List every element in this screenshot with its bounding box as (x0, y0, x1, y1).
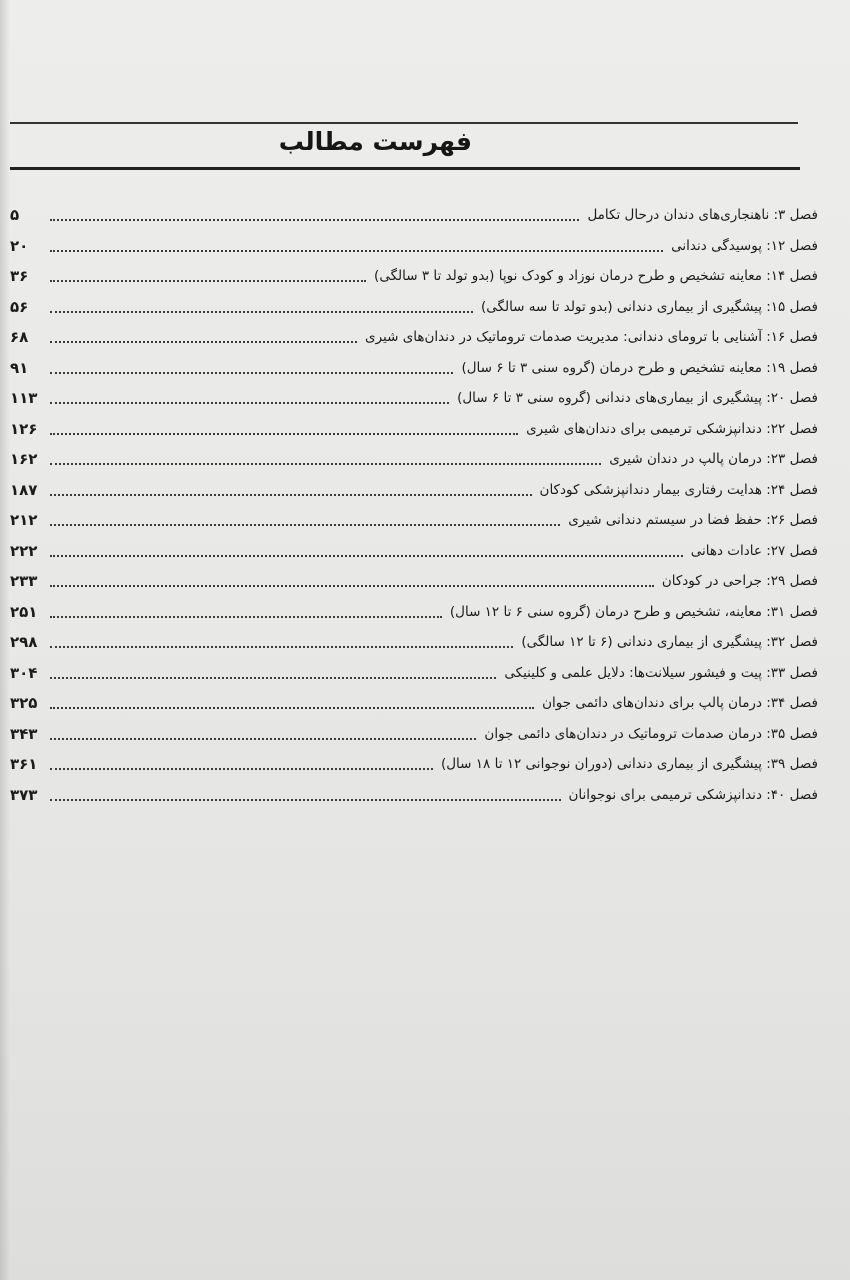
toc-page-number: ۳۰۴ (10, 663, 38, 682)
toc-chapter-title: فصل ۲۰: پیشگیری از بیماری‌های دندانی (گروه سنی ۳ تا ۶ سال) (457, 390, 818, 406)
toc-chapter-title: فصل ۱۶: آشنایی با ترومای دندانی: مدیریت صدمات تروماتیک در دندان‌های شیری (365, 329, 818, 345)
toc-row (10, 627, 818, 657)
toc-row (10, 261, 818, 291)
toc-leader-dots (50, 524, 560, 526)
toc-chapter-title: فصل ۲۶: حفظ فضا در سیستم دندانی شیری (568, 512, 818, 528)
toc-chapter-title: فصل ۱۲: پوسیدگی دندانی (671, 237, 818, 254)
toc-page-number: ۲۲۲ (10, 541, 38, 560)
toc-row (10, 780, 818, 810)
toc-row (10, 749, 818, 779)
toc-row (10, 383, 818, 413)
toc-chapter-title: فصل ۱۵: پیشگیری از بیماری دندانی (بدو تولد تا سه سالگی) (480, 298, 818, 315)
toc-leader-dots (50, 433, 518, 435)
toc-chapter-title: فصل ۳: ناهنجاری‌های دندان درحال تکامل (587, 207, 818, 223)
toc-row (10, 353, 818, 383)
toc-chapter-title: فصل ۲۳: درمان پالپ در دندان شیری (609, 451, 818, 467)
header-rule-bottom (10, 167, 800, 170)
toc-chapter-title: فصل ۲۴: هدایت رفتاری بیمار دندانپزشکی کودکان (539, 481, 818, 498)
toc-page-number: ۲۰ (10, 236, 29, 255)
toc-leader-dots (50, 341, 357, 343)
toc-leader-dots (50, 494, 532, 496)
toc-row (10, 231, 818, 261)
toc-leader-dots (50, 646, 513, 648)
toc-row (10, 658, 818, 688)
toc-leader-dots (50, 799, 561, 801)
toc-chapter-title: فصل ۳۵: درمان صدمات تروماتیک در دندان‌های دائمی جوان (484, 725, 818, 742)
toc-leader-dots (50, 219, 579, 221)
toc-row (10, 505, 818, 535)
toc-chapter-title: فصل ۳۲: پیشگیری از بیماری دندانی (۶ تا ۱۲ سالگی) (521, 634, 818, 650)
toc-leader-dots (50, 250, 663, 252)
page-title: فهرست مطالب (278, 127, 472, 156)
toc-leader-dots (50, 555, 683, 557)
toc-page-number: ۳۶ (10, 267, 29, 285)
toc-chapter-title: فصل ۲۷: عادات دهانی (690, 542, 818, 559)
toc-page-number: ۶۸ (10, 328, 29, 346)
toc-page-number: ۲۵۱ (10, 602, 38, 621)
toc-row (10, 475, 818, 505)
table-of-contents (10, 200, 818, 820)
toc-leader-dots (50, 585, 654, 587)
toc-page-number: ۳۴۳ (10, 724, 38, 743)
toc-chapter-title: فصل ۳۱: معاینه، تشخیص و طرح درمان (گروه سنی ۶ تا ۱۲ سال) (449, 603, 818, 620)
toc-row (10, 414, 818, 444)
toc-row (10, 200, 818, 230)
toc-chapter-title: فصل ۱۴: معاینه تشخیص و طرح درمان نوزاد و کودک نوپا (بدو تولد تا ۳ سالگی) (374, 268, 818, 284)
toc-chapter-title: فصل ۱۹: معاینه تشخیص و طرح درمان (گروه سنی ۳ تا ۶ سال) (461, 359, 818, 376)
toc-row (10, 688, 818, 718)
toc-page-number: ۵۶ (10, 297, 29, 316)
toc-leader-dots (50, 768, 433, 770)
toc-leader-dots (50, 616, 442, 618)
toc-page-number: ۱۸۷ (10, 480, 38, 499)
toc-page-number: ۹۱ (10, 358, 29, 377)
toc-leader-dots (50, 311, 473, 313)
toc-chapter-title: فصل ۴۰: دندانپزشکی ترمیمی برای نوجوانان (568, 786, 818, 803)
toc-chapter-title: فصل ۳۴: درمان پالپ برای دندان‌های دائمی جوان (542, 695, 818, 711)
toc-page-number: ۱۲۶ (10, 419, 38, 438)
toc-leader-dots (50, 372, 453, 374)
toc-row (10, 322, 818, 352)
toc-page-number: ۳۷۳ (10, 785, 38, 804)
toc-row (10, 566, 818, 596)
toc-leader-dots (50, 402, 449, 404)
toc-page-number: ۱۶۲ (10, 450, 38, 468)
toc-leader-dots (50, 280, 366, 282)
toc-row (10, 444, 818, 474)
toc-chapter-title: فصل ۳۳: پیت و فیشور سیلانت‌ها: دلایل علمی و کلینیکی (504, 664, 818, 681)
toc-leader-dots (50, 738, 476, 740)
page-edge-shadow (0, 0, 10, 1280)
toc-chapter-title: فصل ۳۹: پیشگیری از بیماری دندانی (دوران نوجوانی ۱۲ تا ۱۸ سال) (440, 756, 818, 772)
toc-page-number: ۳۲۵ (10, 694, 38, 712)
toc-page-number: ۲۱۲ (10, 511, 38, 529)
toc-page-number: ۲۹۸ (10, 633, 38, 651)
toc-page-number: ۲۳۳ (10, 572, 38, 590)
toc-row (10, 597, 818, 627)
toc-leader-dots (50, 707, 534, 709)
toc-row (10, 292, 818, 322)
toc-page-number: ۱۱۳ (10, 389, 38, 407)
toc-page-number: ۵ (10, 206, 20, 224)
toc-page-number: ۳۶۱ (10, 755, 38, 773)
toc-row (10, 536, 818, 566)
toc-chapter-title: فصل ۲۹: جراحی در کودکان (661, 573, 818, 589)
toc-row (10, 719, 818, 749)
toc-leader-dots (50, 463, 601, 465)
toc-chapter-title: فصل ۲۲: دندانپزشکی ترمیمی برای دندان‌های شیری (526, 420, 818, 437)
toc-leader-dots (50, 677, 496, 679)
